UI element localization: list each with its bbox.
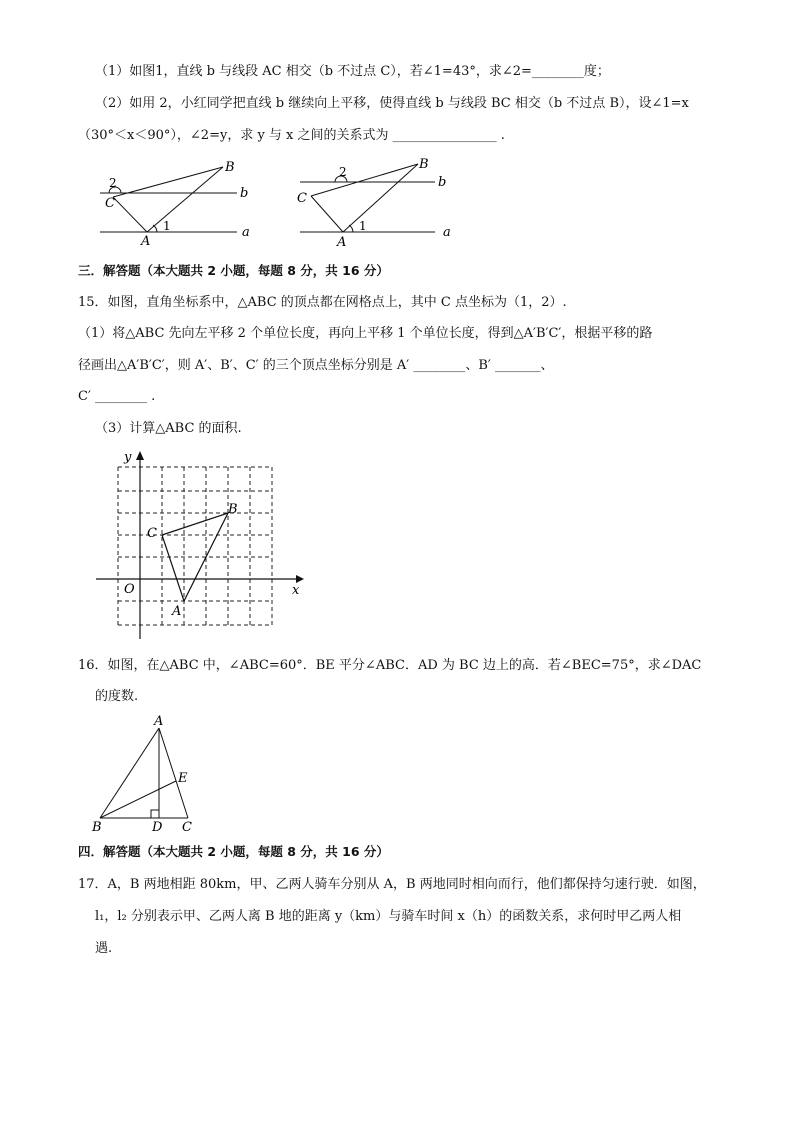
q15-part1-line3: C′ ________ .	[78, 389, 156, 404]
origin-label: O	[124, 582, 135, 597]
vertex-A-label: A	[172, 604, 182, 619]
label-C: C	[105, 196, 115, 211]
label-C: C	[182, 820, 192, 834]
label-b: b	[240, 186, 249, 201]
grid-lines	[118, 467, 272, 625]
q14-part1: （1）如图1，直线 b 与线段 AC 相交（b 不过点 C），若∠1=43°，求∠2=________度；	[95, 64, 610, 79]
angle-1-arc	[153, 225, 157, 232]
y-axis-arrow	[136, 451, 144, 460]
q16-triangle-figure	[90, 712, 200, 834]
q16-line1: 16．如图，在△ABC 中，∠ABC=60°．BE 平分∠ABC．AD 为 BC 边上的高．若∠BEC=75°，求∠DAC	[78, 658, 702, 673]
vertex-C-label: C	[147, 526, 157, 541]
right-angle-mark	[151, 810, 159, 818]
q14-figure-2	[295, 152, 460, 250]
label-E: E	[178, 771, 188, 786]
angle-1-arc	[349, 225, 353, 232]
segment-ca	[113, 197, 147, 232]
label-b: b	[438, 175, 447, 190]
x-axis-label: x	[292, 583, 300, 598]
q15-part3: （3）计算△ABC 的面积.	[95, 421, 242, 436]
label-1: 1	[359, 219, 367, 233]
q16-line2: 的度数.	[95, 689, 139, 704]
side-ab	[100, 728, 159, 818]
q15-stem: 15．如图，直角坐标系中，△ABC 的顶点都在网格点上，其中 C 点坐标为（1，2）.	[78, 295, 567, 310]
label-2: 2	[339, 165, 347, 179]
label-2: 2	[109, 176, 117, 190]
q14-part2-line2: （30°＜x＜90°），∠2=y，求 y 与 x 之间的关系式为 ________________ .	[78, 128, 505, 143]
q15-part1-line2: 径画出△A′B′C′，则 A′、B′、C′ 的三个顶点坐标分别是 A′ ________、B′ _______、	[78, 358, 554, 373]
q15-part1-line1: （1）将△ABC 先向左平移 2 个单位长度，再向上平移 1 个单位长度，得到△A′B′C′，根据平移的路	[78, 326, 653, 341]
q17-line2: l₁，l₂ 分别表示甲、乙两人离 B 地的距离 y（km）与骑车时间 x（h）的函数关系，求何时甲乙两人相	[95, 909, 682, 924]
x-axis-arrow	[296, 575, 304, 583]
q15-grid-figure	[92, 447, 310, 642]
label-a: a	[443, 225, 451, 240]
vertex-B-label: B	[228, 502, 238, 517]
segment-ca	[311, 196, 343, 232]
label-1: 1	[163, 219, 171, 233]
label-C: C	[297, 191, 307, 206]
segment-cb	[311, 164, 418, 196]
section-4-heading: 四．解答题（本大题共 2 小题，每题 8 分，共 16 分）	[78, 844, 389, 859]
label-D: D	[152, 820, 163, 834]
section-3-heading: 三．解答题（本大题共 2 小题，每题 8 分，共 16 分）	[78, 263, 389, 278]
label-B: B	[419, 157, 429, 172]
bisector-be	[100, 781, 176, 818]
q17-line3: 遇.	[95, 941, 113, 956]
q14-part2-line1: （2）如用 2，小红同学把直线 b 继续向上平移，使得直线 b 与线段 BC 相交（b 不过点 B），设∠1=x	[95, 96, 689, 111]
y-axis-label: y	[124, 450, 132, 465]
label-A: A	[154, 714, 164, 729]
segment-ab	[343, 164, 418, 232]
label-a: a	[242, 225, 250, 240]
q17-line1: 17．A，B 两地相距 80km，甲、乙两人骑车分别从 A，B 两地同时相向而行，他们都保持匀速行驶．如图，	[78, 877, 706, 892]
label-B: B	[225, 160, 235, 175]
label-A: A	[337, 235, 347, 250]
segment-ab	[147, 167, 223, 232]
q14-figure-1	[95, 155, 265, 250]
label-A: A	[141, 234, 151, 249]
label-B: B	[92, 820, 102, 834]
